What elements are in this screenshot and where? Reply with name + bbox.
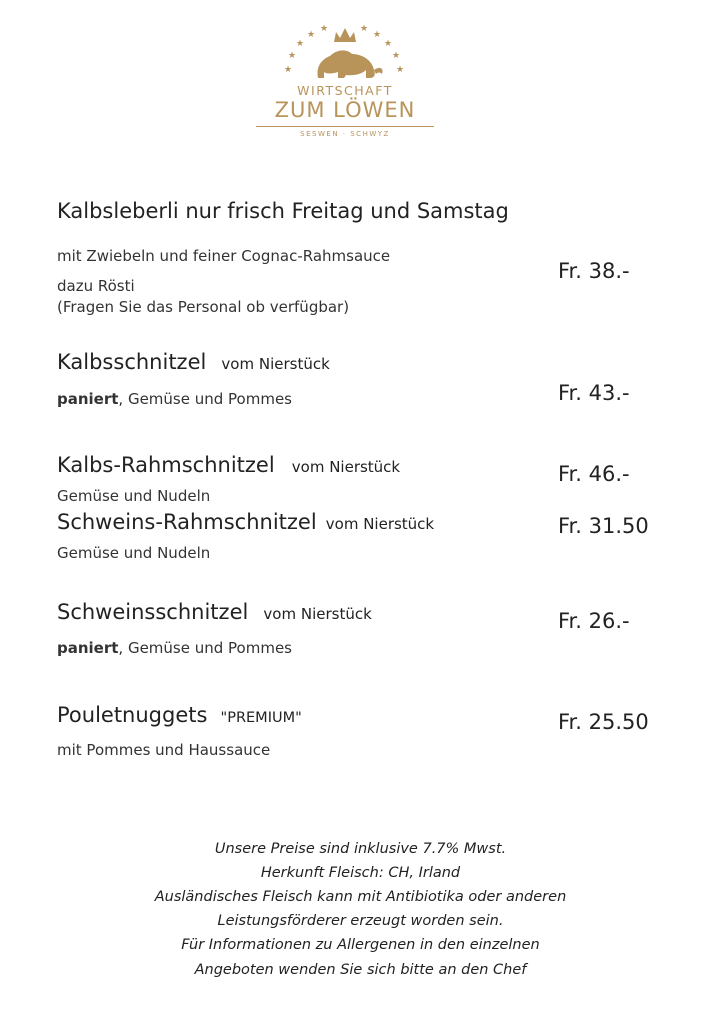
menu-item-note: (Fragen Sie das Personal ob verfügbar) <box>57 298 350 316</box>
menu-item-price: Fr. 31.50 <box>558 514 649 538</box>
menu-item-description <box>57 390 292 408</box>
menu-item-subtitle: "PREMIUM" <box>220 710 302 726</box>
menu-item-price: Fr. 43.- <box>558 381 630 405</box>
menu-item-title: Schweins-Rahmschnitzel <box>57 510 317 534</box>
menu-item-title: Kalbsleberli nur frisch Freitag und Samstag <box>57 199 509 223</box>
menu-item-subtitle: vom Nierstück <box>263 605 372 623</box>
lion-crown-emblem <box>250 20 440 90</box>
menu-item-description: Gemüse und Nudeln <box>57 487 211 505</box>
footer-line: Unsere Preise sind inklusive 7.7% Mwst. <box>214 841 507 857</box>
menu-item-description: dazu Rösti <box>57 277 135 295</box>
svg-text:★: ★ <box>288 51 297 61</box>
menu-item-description <box>57 639 292 657</box>
menu-item-price: Fr. 38.- <box>558 259 630 283</box>
svg-text:★: ★ <box>320 24 329 34</box>
menu-item-description: mit Pommes und Haussauce <box>57 741 271 759</box>
svg-text:★: ★ <box>396 65 405 75</box>
menu-item-title: Pouletnuggets <box>57 703 208 727</box>
logo-divider <box>256 126 434 127</box>
menu-item-title: Kalbsschnitzel <box>57 350 207 374</box>
menu-item-description-rest: , Gemüse und Pommes <box>118 390 292 408</box>
svg-text:★: ★ <box>384 39 393 49</box>
menu-item-subtitle: vom Nierstück <box>325 515 435 533</box>
menu-item-heading <box>57 350 330 374</box>
footer-line: Für Informationen zu Allergenen in den einzelnen <box>181 937 540 953</box>
logo-line-3: SESWEN · SCHWYZ <box>300 130 390 138</box>
menu-item-title: Schweinsschnitzel <box>57 600 249 624</box>
menu-item-description: mit Zwiebeln und feiner Cognac-Rahmsauce <box>57 247 391 265</box>
svg-text:★: ★ <box>307 30 316 40</box>
svg-text:★: ★ <box>296 39 305 49</box>
menu-item-description: Gemüse und Nudeln <box>57 544 211 562</box>
footer-line: Ausländisches Fleisch kann mit Antibiotika oder anderen <box>154 889 567 905</box>
menu-item-price: Fr. 46.- <box>558 462 630 486</box>
logo-line-2: ZUM LÖWEN <box>274 98 416 122</box>
svg-text:★: ★ <box>392 51 401 61</box>
menu-item-subtitle: vom Nierstück <box>291 458 401 476</box>
menu-item-description-rest: , Gemüse und Pommes <box>118 639 292 657</box>
footer-line: Angeboten wenden Sie sich bitte an den Chef <box>194 962 527 978</box>
svg-text:★: ★ <box>373 30 382 40</box>
svg-text:★: ★ <box>360 24 369 34</box>
menu-item-heading <box>57 453 400 477</box>
logo-line-1: WIRTSCHAFT <box>297 83 393 98</box>
menu-item-heading <box>57 510 434 534</box>
menu-item-description-bold: paniert <box>57 639 119 657</box>
menu-item-title: Kalbs-Rahmschnitzel <box>57 453 275 477</box>
menu-item-heading <box>57 600 372 624</box>
footer-line: Herkunft Fleisch: CH, Irland <box>260 865 461 881</box>
menu-item-subtitle: vom Nierstück <box>221 355 330 373</box>
footer-line: Leistungsförderer erzeugt worden sein. <box>217 913 504 929</box>
menu-item-price: Fr. 26.- <box>558 609 630 633</box>
menu-item-description-bold: paniert <box>57 390 119 408</box>
menu-item-heading <box>57 703 302 727</box>
restaurant-logo <box>250 20 440 140</box>
svg-text:★: ★ <box>284 65 293 75</box>
menu-item-price: Fr. 25.50 <box>558 710 649 734</box>
